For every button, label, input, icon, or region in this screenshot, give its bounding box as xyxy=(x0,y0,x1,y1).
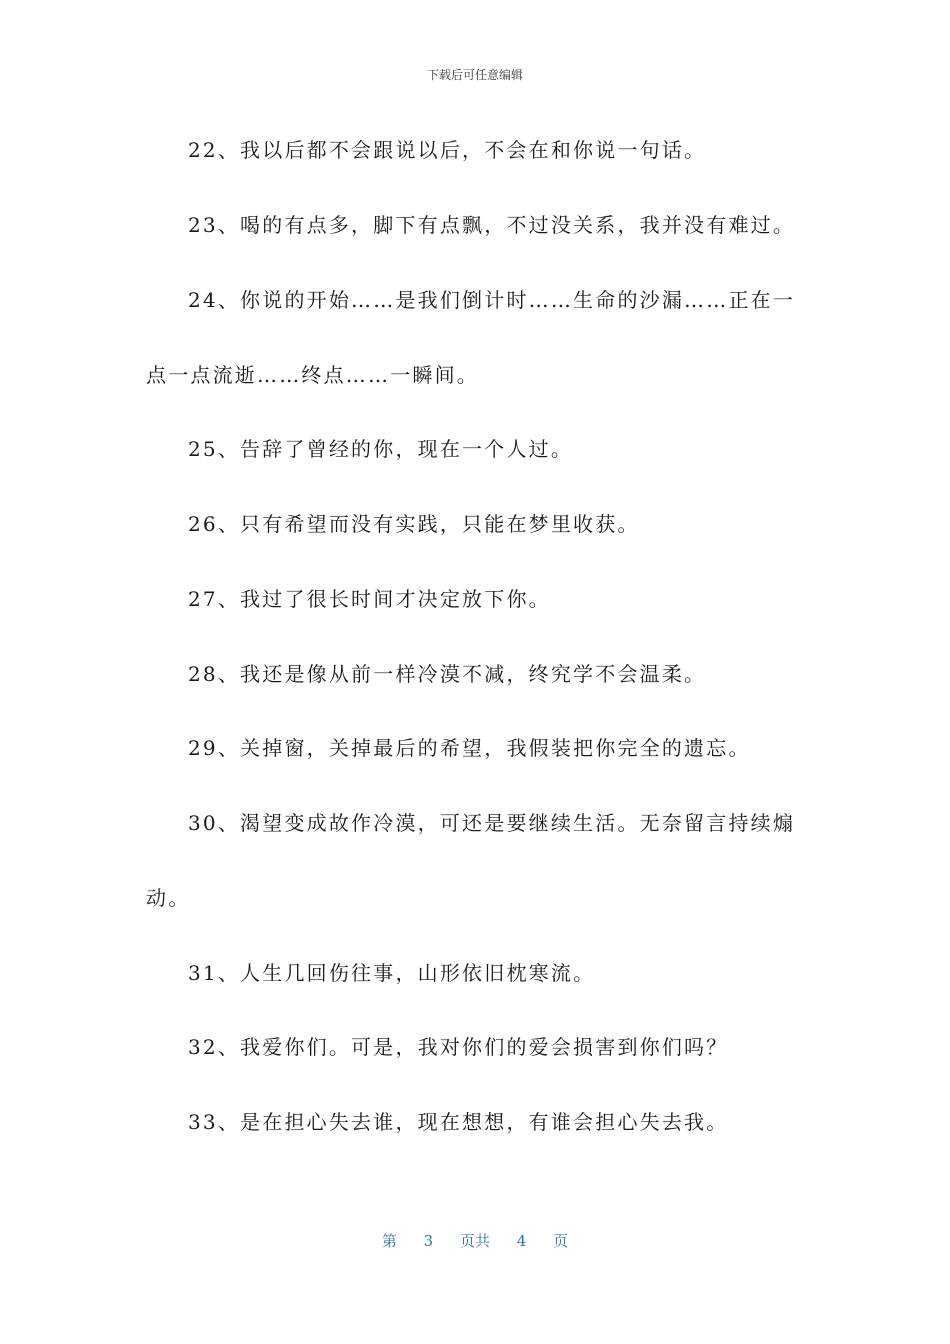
paragraph-line: 30、渴望变成故作冷漠，可还是要继续生活。无奈留言持续煽 xyxy=(188,811,796,835)
footer-suffix: 页 xyxy=(553,1232,569,1250)
paragraph-line: 23、喝的有点多，脚下有点飘，不过没关系，我并没有难过。 xyxy=(188,213,796,237)
paragraph-line-continuation: 点一点流逝……终点……一瞬间。 xyxy=(146,363,479,387)
paragraph-line: 25、告辞了曾经的你，现在一个人过。 xyxy=(188,437,574,461)
paragraph-line: 22、我以后都不会跟说以后，不会在和你说一句话。 xyxy=(188,138,707,162)
footer-middle: 页共 xyxy=(459,1232,490,1250)
paragraph-line: 31、人生几回伤往事，山形依旧枕寒流。 xyxy=(188,961,596,985)
current-page-number: 3 xyxy=(423,1232,434,1250)
paragraph-line: 29、关掉窗，关掉最后的希望，我假装把你完全的遗忘。 xyxy=(188,736,751,760)
paragraph-line: 24、你说的开始……是我们倒计时……生命的沙漏……正在一 xyxy=(188,288,796,312)
page-footer xyxy=(0,1230,950,1251)
paragraph-line-continuation: 动。 xyxy=(146,886,191,910)
paragraph-line: 33、是在担心失去谁，现在想想，有谁会担心失去我。 xyxy=(188,1110,729,1134)
paragraph-line: 27、我过了很长时间才决定放下你。 xyxy=(188,587,551,611)
footer-prefix: 第 xyxy=(381,1232,397,1250)
paragraph-line: 32、我爱你们。可是，我对你们的爱会损害到你们吗？ xyxy=(188,1035,729,1059)
paragraph-line: 28、我还是像从前一样冷漠不减，终究学不会温柔。 xyxy=(188,662,707,686)
page-header: 下载后可任意编辑 xyxy=(426,68,523,82)
paragraph-line: 26、只有希望而没有实践，只能在梦里收获。 xyxy=(188,512,640,536)
total-pages-number: 4 xyxy=(516,1232,527,1250)
